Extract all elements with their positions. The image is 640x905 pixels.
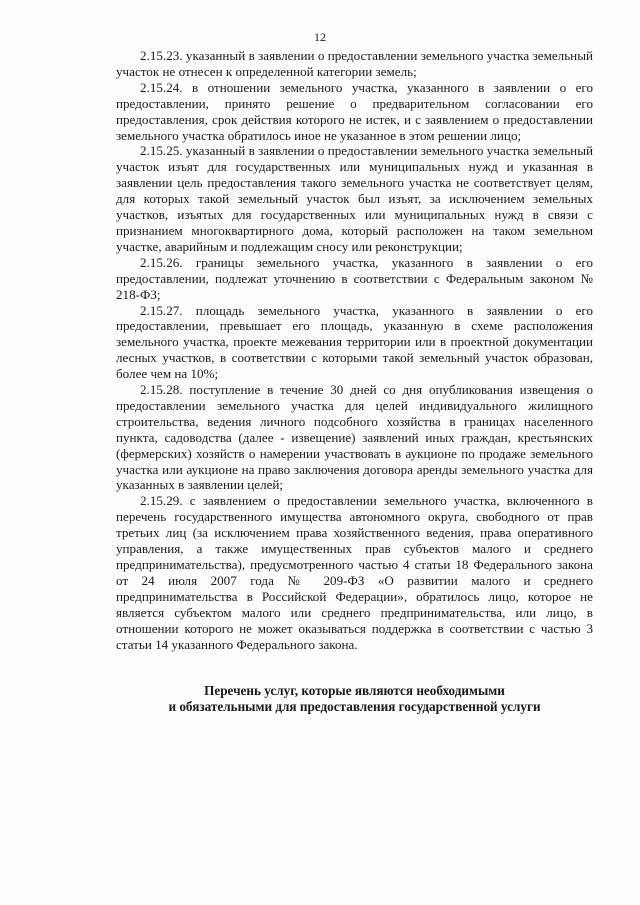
paragraph-2-15-27: 2.15.27. площадь земельного участка, указанного в заявлении о его предоставлении, превышает его площадь, указанную в схеме расположения земельного участка, проекте межевания территории или в проектной документации лесных участков, в соответствии с которыми такой земельный участок образован, более чем на 10%; — [116, 302, 593, 382]
page-number: 12 — [314, 30, 326, 44]
paragraph-2-15-25: 2.15.25. указанный в заявлении о предоставлении земельного участка земельный участок изъят для государственных или муниципальных нужд и указанная в заявлении цель предоставления такого земельного участка не соответствует целям, для которых такой земельный участок был изъят, за исключением земельных участков, изъятых для государственных или муниципальных нужд в связи с признанием многоквартирного дома, который расположен на таком земельном участке, аварийным и подлежащим сносу или реконструкции; — [116, 143, 593, 254]
paragraph-2-15-23: 2.15.23. указанный в заявлении о предоставлении земельного участка земельный участок не отнесен к определенной категории земель; — [116, 48, 593, 79]
section-heading-line-1: Перечень услуг, которые являются необходимыми — [204, 683, 505, 699]
section-heading-line-2: и обязательными для предоставления государственной услуги — [168, 699, 541, 715]
paragraph-2-15-28: 2.15.28. поступление в течение 30 дней со дня опубликования извещения о предоставлении земельного участка для целей индивидуального жилищного строительства, ведения личного подсобного хозяйства в границах населенного пункта, садоводства (далее - извещение) заявлений иных граждан, крестьянских (фермерских) хозяйств о намерении участвовать в аукционе по продаже земельного участка или аукционе на право заключения договора аренды земельного участка для указанных в заявлении целей; — [116, 382, 593, 493]
paragraph-2-15-24: 2.15.24. в отношении земельного участка, указанного в заявлении о его предоставлении, принято решение о предварительном согласовании его предоставления, срок действия которого не истек, и с заявлением о предоставлении земельного участка обратилось иное не указанное в этом решении лицо; — [116, 79, 593, 143]
paragraph-2-15-26: 2.15.26. границы земельного участка, указанного в заявлении о его предоставлении, подлежат уточнению в соответствии с Федеральным законом № 218-ФЗ; — [116, 254, 593, 302]
document-body — [116, 48, 593, 715]
section-heading — [116, 683, 593, 715]
paragraph-2-15-29: 2.15.29. с заявлением о предоставлении земельного участка, включенного в перечень государственного имущества автономного округа, свободного от прав третьих лиц (за исключением права хозяйственного ведения, права оперативного управления, а также имущественных прав субъектов малого и среднего предпринимательства), предусмотренного частью 4 статьи 18 Федерального закона от 24 июля 2007 года № 209-ФЗ «О развитии малого и среднего предпринимательства в Российской Федерации», обратилось лицо, которое не является субъектом малого или среднего предпринимательства, или лицо, в отношении которого не может оказываться поддержка в соответствии с частью 3 статьи 14 указанного Федерального закона. — [116, 493, 593, 652]
